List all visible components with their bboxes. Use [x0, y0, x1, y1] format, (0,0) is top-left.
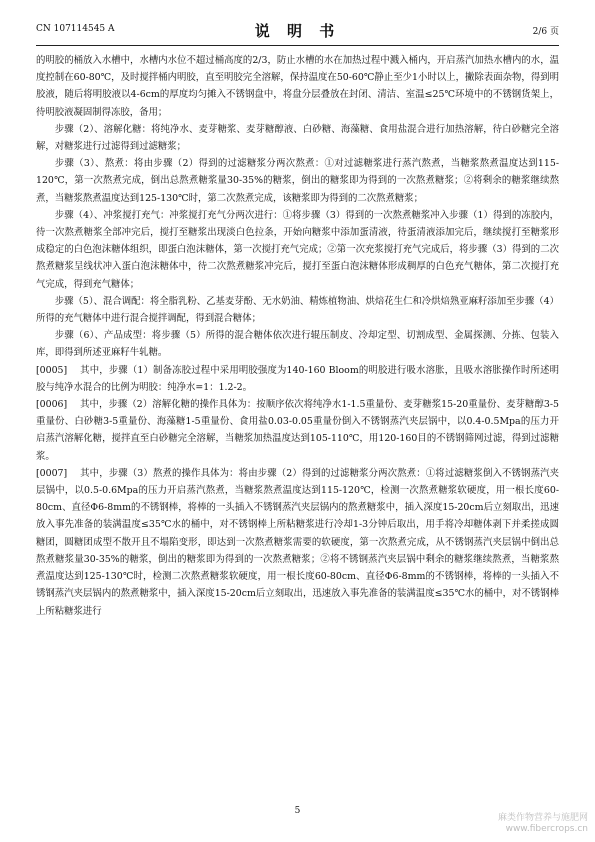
- document-body: [36, 52, 559, 620]
- page-count: 2/6 页: [532, 27, 559, 37]
- paragraph: 步骤（6）、产品成型：将步骤（5）所得的混合糖体依次进行辊压制皮、冷却定型、切割成型、金属探测、分拣、包装入库，即得到所述亚麻籽牛轧糖。: [36, 330, 559, 359]
- page-number: 5: [294, 806, 301, 816]
- paragraph: 步骤（2）、溶解化糖：将纯净水、麦芽糖浆、麦芽糖醇液、白砂糖、海藻糖、食用盐混合进行加热溶解，待白砂糖完全溶解，对糖浆进行过滤得到过滤糖浆；: [36, 123, 559, 153]
- paragraph: [0005] 其中，步骤（1）制备冻胶过程中采用明胶强度为140-160 Bloom的明胶进行吸水溶胀，且吸水溶胀操作时所述明胶与纯净水混合的比例为明胶：纯净水=1：1.2-2。: [36, 362, 559, 396]
- paragraph: [0006] 其中，步骤（2）溶解化糖的操作具体为：按顺序依次将纯净水1-1.5重量份、麦芽糖浆15-20重量份、麦芽糖醇3-5重量份、白砂糖3-5重量份、海藻糖1-5重量份、食用盐0.03-0.05重量份倒入不锈钢蒸汽夹层锅中，以0.4-0.5Mpa的压力开启蒸汽溶解化糖，搅拌直至白砂糖完全溶解，当糖浆加热温度达到105-110℃，用120-160目的不锈钢筛网过滤，得到过滤糖浆。: [36, 396, 559, 465]
- paragraph: 步骤（3）、熬煮：将由步骤（2）得到的过滤糖浆分两次熬煮：①对过滤糖浆进行蒸汽熬煮，当糖浆熬煮温度达到115-120℃，第一次熬煮完成，倒出总熬煮糖浆量30-35%的糖浆，倒出的糖浆即为得到的一次熬煮糖浆；②将剩余的糖浆继续熬煮，当糖浆熬煮温度达到125-130℃时，第二次熬煮完成，该糖浆即为得到的二次熬煮糖浆；: [36, 158, 559, 204]
- watermark-url: www.fibercrops.cn: [505, 824, 588, 834]
- paragraph-number: [0005]: [36, 364, 68, 376]
- paragraph: 步骤（4）、冲浆搅打充气：冲浆搅打充气分两次进行：①将步骤（3）得到的一次熬煮糖浆冲入步骤（1）得到的冻胶内，待一次熬煮糖浆全部冲完后，搅打至糖浆出现淡白色拉条，开始向糖浆中添加蛋清液，待蛋清液添加完后，继续搅打至糖浆形成稳定的白色泡沫糖体组织，即蛋白泡沫糖体，第一次搅打充气完成；②第一次充浆搅打充气完成后，将步骤（3）得到的二次熬煮糖浆呈线状冲入蛋白泡沫糖体中，待二次熬煮糖浆冲完后，搅打至蛋白泡沫糖体形成稠厚的白色充气糖体，第二次搅打充气完成，得到充气糖体；: [36, 209, 559, 290]
- paragraph: 的明胶的桶放入水槽中，水槽内水位不超过桶高度的2/3，防止水槽的水在加热过程中溅入桶内，开启蒸汽加热水槽内的水，温度控制在60-80℃，及时搅拌桶内明胶，直至明胶完全溶解，保持温度在50-60℃静止至少1小时以上，撇除表面杂物，得到明胶液，随后将明胶液以4-6cm的厚度均匀摊入不锈钢盘中，将盘分层叠放在封闭、清洁、室温≤25℃环境中的不锈钢货架上，待明胶液凝固制得冻胶，备用；: [36, 55, 559, 118]
- paragraph-number: [0007]: [36, 467, 68, 479]
- paragraph-number: [0006]: [36, 399, 68, 411]
- paragraph: [0007] 其中，步骤（3）熬煮的操作具体为：将由步骤（2）得到的过滤糖浆分两次熬煮：①将过滤糖浆倒入不锈钢蒸汽夹层锅中，以0.5-0.6Mpa的压力开启蒸汽熬煮，当糖浆熬煮温度达到115-120℃，检测一次熬煮糖浆软硬度，用一根长度60-80cm、直径Φ6-8mm的不锈钢棒，将棒的一头插入不锈钢蒸汽夹层锅内的熬煮糖浆中，插入深度15-20cm后立刻取出，迅速放入事先准备的装满温度≤35℃水的桶中，对不锈钢棒上所粘糖浆进行冷却1-3分钟后取出，用手将冷却糖体剥下并柔搓成圆糖团，圆糖团成型不散开且不塌陷变形，即达到一次熬煮糖浆需要的软硬度，第一次熬煮完成，从不锈钢蒸汽夹层锅中倒出总熬煮糖浆量30-35%的糖浆，倒出的糖浆即为得到的一次熬煮糖浆；②将不锈钢蒸汽夹层锅中剩余的糖浆继续熬煮，当糖浆熬煮温度达到125-130℃时，检测二次熬煮糖浆软硬度，用一根长度60-80cm、直径Φ6-8mm的不锈钢棒，将棒的一头插入不锈钢蒸汽夹层锅内的熬煮糖浆中，插入深度15-20cm后立刻取出，迅速放入事先准备的装满温度≤35℃水的桶中，对不锈钢棒上所粘糖浆进行: [36, 465, 559, 620]
- watermark: [452, 813, 588, 835]
- document-title: 说 明 书: [254, 22, 341, 40]
- document-number: CN 107114545 A: [36, 24, 115, 34]
- header-divider: [36, 45, 559, 46]
- page-header: [36, 20, 559, 42]
- paragraph: 步骤（5）、混合调配：将全脂乳粉、乙基麦芽酚、无水奶油、精炼植物油、烘焙花生仁和冷烘焙熟亚麻籽添加至步骤（4）所得的充气糖体中进行混合搅拌调配，得到混合糖体；: [36, 295, 559, 325]
- watermark-title: 麻类作物营养与施肥网: [497, 813, 588, 823]
